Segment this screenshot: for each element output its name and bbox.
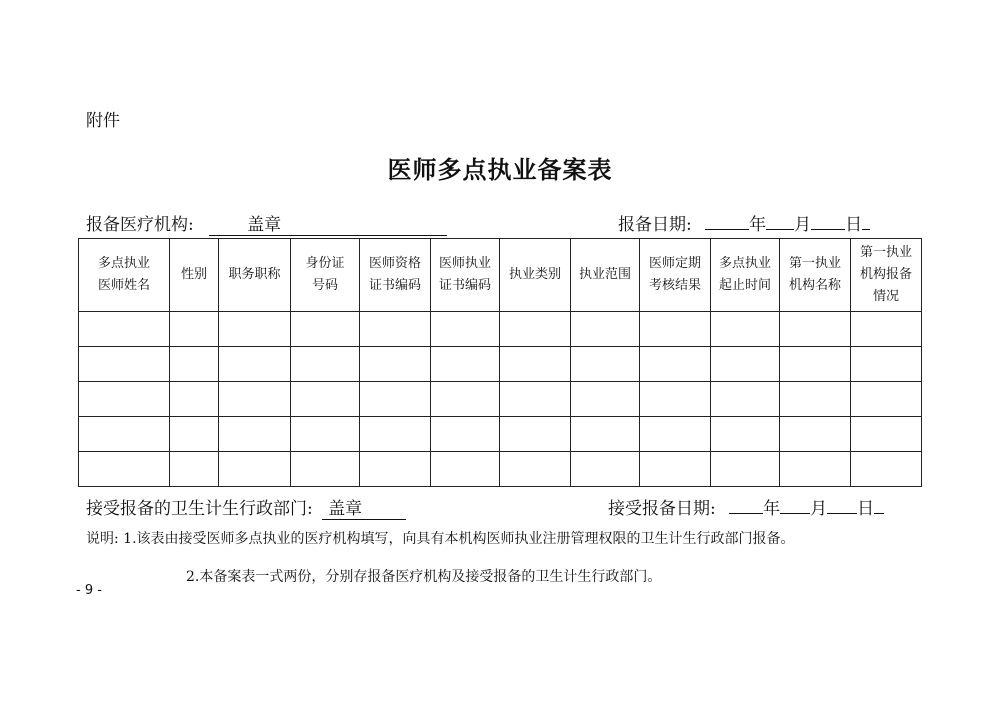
filing-date-day-field[interactable] [811,210,845,230]
table-cell[interactable] [711,347,780,382]
table-cell[interactable] [640,347,711,382]
table-cell[interactable] [500,312,571,347]
table-cell[interactable] [79,312,170,347]
note-item-2: 2.本备案表一式两份，分别存报备医疗机构及接受报备的卫生计生行政部门。 [186,569,662,585]
table-cell[interactable] [500,347,571,382]
table-cell[interactable] [360,382,431,417]
table-cell[interactable] [711,452,780,487]
note-label: 说明: [86,531,119,547]
column-header [500,239,571,312]
column-header-text: 第一执业 [859,245,912,260]
column-header [219,239,291,312]
table-cell[interactable] [571,347,640,382]
column-header-text: 考核结果 [648,278,701,293]
table-cell[interactable] [780,382,851,417]
filing-date-month-field[interactable] [766,210,794,230]
column-header [780,239,851,312]
column-header-text: 机构名称 [788,278,841,293]
table-cell[interactable] [170,417,219,452]
filing-date-trailing-line [862,210,870,230]
filing-org-seal: 盖章 [247,215,282,235]
filing-org-field[interactable] [209,216,447,236]
column-header-text: 医师资格 [368,256,421,271]
table-cell[interactable] [780,347,851,382]
table-cell[interactable] [851,452,922,487]
filing-date-year-label: 年 [749,215,767,235]
column-header [360,239,431,312]
attachment-label: 附件 [86,111,120,131]
table-cell[interactable] [360,347,431,382]
filing-org-label: 报备医疗机构: [86,215,194,235]
table-cell[interactable] [360,452,431,487]
table-row [79,382,922,417]
receiving-dept-seal: 盖章 [328,499,363,519]
receiving-date-year-field[interactable] [729,494,763,514]
column-header-text: 医师姓名 [97,278,150,293]
receiving-date-label: 接受报备日期: [608,499,716,519]
form-title: 医师多点执业备案表 [387,155,613,184]
table-row [79,347,922,382]
table-header-row [79,239,922,312]
column-header-text: 执业范围 [578,267,631,282]
table-cell[interactable] [431,382,500,417]
receiving-date-month-label: 月 [810,499,828,519]
column-header-text: 第一执业 [788,256,841,271]
table-cell[interactable] [640,452,711,487]
column-header-text: 执业类别 [508,267,561,282]
column-header-text: 性别 [180,267,207,282]
table-cell[interactable] [711,417,780,452]
table-cell[interactable] [500,382,571,417]
table-cell[interactable] [500,452,571,487]
filing-date-month-label: 月 [794,215,812,235]
table-cell[interactable] [170,347,219,382]
receiving-dept-field[interactable] [322,500,406,520]
receiving-date-day-field[interactable] [827,494,857,514]
column-header-text: 医师定期 [648,256,701,271]
table-cell[interactable] [640,312,711,347]
column-header-text: 情况 [872,289,899,304]
table-cell[interactable] [219,452,291,487]
table-cell[interactable] [79,382,170,417]
table-cell[interactable] [219,417,291,452]
column-header [571,239,640,312]
column-header [711,239,780,312]
table-row [79,417,922,452]
column-header-text: 证书编码 [368,278,421,293]
column-header [431,239,500,312]
table-cell[interactable] [291,452,360,487]
receiving-date-day-label: 日 [857,499,875,519]
table-cell[interactable] [431,417,500,452]
table-cell[interactable] [170,382,219,417]
table-cell[interactable] [851,417,922,452]
column-header-text: 多点执业 [97,256,150,271]
table-cell[interactable] [291,382,360,417]
table-cell[interactable] [291,347,360,382]
table-cell[interactable] [711,312,780,347]
column-header-text: 职务职称 [228,267,281,282]
column-header-text: 多点执业 [718,256,771,271]
table-row [79,452,922,487]
table-cell[interactable] [711,382,780,417]
table-cell[interactable] [79,452,170,487]
table-cell[interactable] [170,312,219,347]
table-cell[interactable] [640,417,711,452]
table-cell[interactable] [851,347,922,382]
receiving-date-line [608,494,884,519]
receiving-date-trailing-line [874,494,884,514]
column-header-text: 机构报备 [859,267,912,282]
column-header-text: 身份证 [305,256,345,271]
table-cell[interactable] [640,382,711,417]
table-cell[interactable] [571,382,640,417]
table-cell[interactable] [291,417,360,452]
table-cell[interactable] [170,452,219,487]
filing-date-label: 报备日期: [618,215,692,235]
column-header [291,239,360,312]
note-line-1 [86,528,795,548]
table-cell[interactable] [431,452,500,487]
column-header [79,239,170,312]
table-row [79,312,922,347]
table-cell[interactable] [571,312,640,347]
table-cell[interactable] [431,347,500,382]
filing-date-year-field[interactable] [705,210,749,230]
column-header-text: 号码 [311,278,338,293]
filing-org-line [86,210,447,236]
table-cell[interactable] [291,312,360,347]
note-item-1: 1.该表由接受医师多点执业的医疗机构填写，向具有本机构医师执业注册管理权限的卫生计生行政部门报备。 [123,531,795,547]
table-cell[interactable] [500,417,571,452]
column-header [170,239,219,312]
column-header-text: 医师执业 [438,256,491,271]
registration-table [78,238,922,487]
receiving-date-month-field[interactable] [780,494,810,514]
table-cell[interactable] [360,417,431,452]
table-cell[interactable] [219,347,291,382]
filing-date-day-label: 日 [845,215,863,235]
filing-date-line [618,210,870,235]
table-cell[interactable] [851,312,922,347]
column-header-text: 证书编码 [438,278,491,293]
table-cell[interactable] [79,347,170,382]
table-cell[interactable] [431,312,500,347]
column-header-text: 起止时间 [718,278,771,293]
receiving-dept-label: 接受报备的卫生计生行政部门: [86,499,313,519]
table-cell[interactable] [571,452,640,487]
column-header [640,239,711,312]
receiving-date-year-label: 年 [763,499,781,519]
table-cell[interactable] [851,382,922,417]
table-cell[interactable] [219,382,291,417]
table-cell[interactable] [219,312,291,347]
table-cell[interactable] [79,417,170,452]
page-number: - 9 - [76,583,102,598]
receiving-dept-line [86,494,406,520]
table-cell[interactable] [780,417,851,452]
table-cell[interactable] [360,312,431,347]
table-cell[interactable] [571,417,640,452]
column-header [851,239,922,312]
table-cell[interactable] [780,312,851,347]
table-cell[interactable] [780,452,851,487]
